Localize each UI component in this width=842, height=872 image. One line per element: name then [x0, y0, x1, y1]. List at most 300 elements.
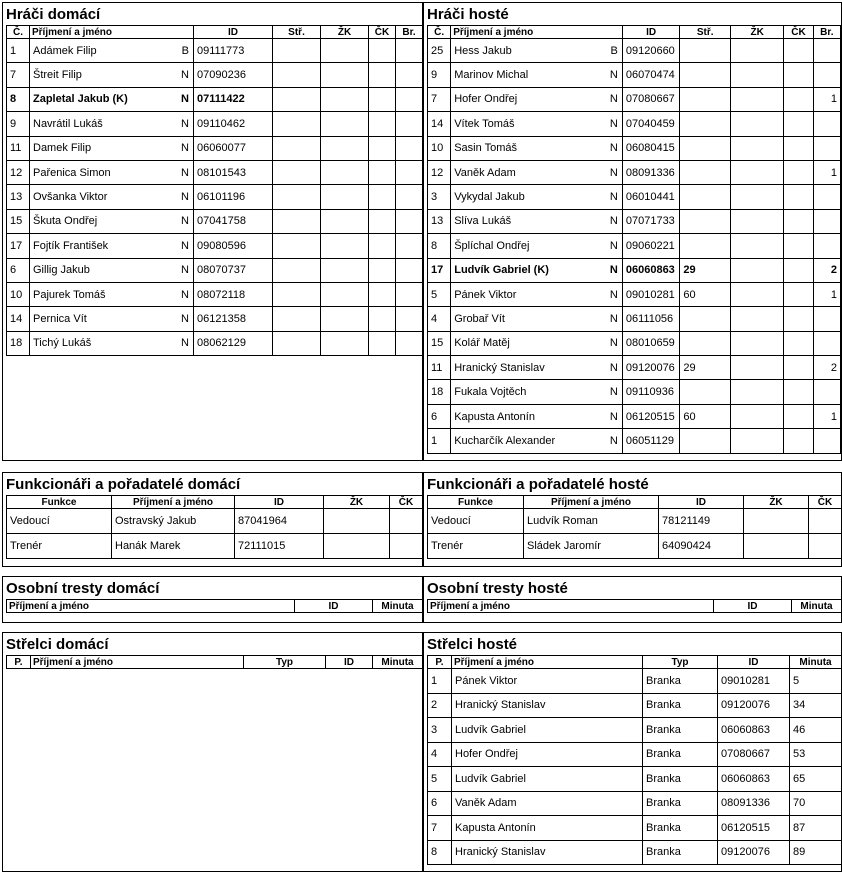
player-id: 07040459: [622, 112, 680, 136]
player-red-card: [784, 87, 813, 111]
player-number: 1: [7, 39, 30, 63]
player-goals: 60: [680, 404, 730, 428]
scorer-type: Branka: [643, 669, 718, 694]
player-red-card: [784, 282, 813, 306]
official-row: [428, 509, 842, 534]
col-id: ID: [194, 26, 273, 39]
player-number: 12: [7, 160, 30, 184]
player-goals: [680, 307, 730, 331]
player-position: N: [605, 209, 622, 233]
official-yellow-card: [324, 509, 390, 534]
player-row: [428, 380, 841, 404]
col-gk: Br.: [396, 26, 423, 39]
player-row: [428, 63, 841, 87]
player-yellow-card: [730, 331, 784, 355]
player-goals: 29: [680, 258, 730, 282]
away-penalties-header-row: [428, 600, 842, 613]
player-red-card: [784, 112, 813, 136]
player-position: N: [177, 112, 194, 136]
scorer-row: [428, 840, 842, 865]
col-function: Funkce: [428, 496, 524, 509]
official-name: Hanák Marek: [112, 534, 235, 559]
player-position: N: [177, 234, 194, 258]
away-penalties-panel: [423, 576, 842, 623]
col-id: ID: [622, 26, 680, 39]
player-id: 06070474: [622, 63, 680, 87]
player-position: N: [605, 331, 622, 355]
player-row: [7, 63, 423, 87]
player-yellow-card: [321, 185, 369, 209]
player-position: N: [177, 331, 194, 355]
player-id: 06010441: [622, 185, 680, 209]
scorer-name: Kapusta Antonín: [452, 816, 643, 841]
away-officials-table: [427, 495, 842, 559]
col-red: ČK: [369, 26, 396, 39]
player-goals: [273, 112, 321, 136]
player-goals: [680, 234, 730, 258]
player-name: Kolář Matěj: [451, 331, 605, 355]
official-red-card: [809, 509, 842, 534]
player-position: N: [605, 356, 622, 380]
scorer-order: 5: [428, 767, 452, 792]
player-gk-goals: [813, 307, 840, 331]
player-number: 1: [428, 429, 451, 453]
player-id: 06060863: [622, 258, 680, 282]
player-row: [428, 39, 841, 63]
player-number: 15: [7, 209, 30, 233]
player-id: 06051129: [622, 429, 680, 453]
scorer-type: Branka: [643, 742, 718, 767]
away-scorers-panel: [423, 632, 842, 872]
player-gk-goals: [813, 39, 840, 63]
col-red: ČK: [784, 26, 813, 39]
col-id: ID: [295, 600, 373, 613]
official-row: [428, 534, 842, 559]
home-penalties-panel: [2, 576, 423, 623]
official-name: Ostravský Jakub: [112, 509, 235, 534]
home-officials-table: [6, 495, 423, 559]
home-penalties-table: [6, 599, 423, 613]
home-officials-header-row: [7, 496, 423, 509]
player-position: N: [177, 160, 194, 184]
col-red: ČK: [390, 496, 423, 509]
player-name: Zapletal Jakub (K): [30, 87, 177, 111]
player-yellow-card: [730, 258, 784, 282]
col-name: Příjmení a jméno: [31, 656, 244, 669]
player-row: [428, 356, 841, 380]
player-name: Marinov Michal: [451, 63, 605, 87]
player-number: 12: [428, 160, 451, 184]
col-id: ID: [326, 656, 373, 669]
player-gk-goals: [396, 63, 423, 87]
scorer-minute: 87: [790, 816, 842, 841]
player-gk-goals: [396, 331, 423, 355]
player-goals: [680, 136, 730, 160]
home-players-body: [7, 39, 423, 356]
col-minute: Minuta: [373, 656, 423, 669]
home-officials-panel: [2, 472, 423, 567]
player-number: 15: [428, 331, 451, 355]
away-players-panel: [423, 2, 842, 461]
scorer-id: 08091336: [718, 791, 790, 816]
player-row: [428, 282, 841, 306]
player-goals: [680, 185, 730, 209]
player-id: 06080415: [622, 136, 680, 160]
player-number: 9: [7, 112, 30, 136]
col-name: Příjmení a jméno: [112, 496, 235, 509]
player-number: 9: [428, 63, 451, 87]
player-name: Slíva Lukáš: [451, 209, 605, 233]
col-gk: Br.: [813, 26, 840, 39]
col-name: Příjmení a jméno: [30, 26, 194, 39]
player-name: Kapusta Antonín: [451, 404, 605, 428]
official-red-card: [390, 534, 423, 559]
player-position: N: [177, 87, 194, 111]
away-scorers-header-row: [428, 656, 842, 669]
player-goals: [273, 136, 321, 160]
player-row: [7, 209, 423, 233]
player-name: Hranický Stanislav: [451, 356, 605, 380]
player-gk-goals: [813, 63, 840, 87]
player-row: [428, 331, 841, 355]
official-function: Vedoucí: [428, 509, 524, 534]
player-id: 09110936: [622, 380, 680, 404]
player-name: Vykydal Jakub: [451, 185, 605, 209]
player-id: 09120076: [622, 356, 680, 380]
player-red-card: [369, 63, 396, 87]
player-row: [428, 307, 841, 331]
away-penalties-table: [427, 599, 842, 613]
player-goals: [273, 160, 321, 184]
scorer-name: Ludvík Gabriel: [452, 718, 643, 743]
player-name: Pánek Viktor: [451, 282, 605, 306]
player-number: 7: [7, 63, 30, 87]
player-yellow-card: [730, 282, 784, 306]
player-name: Ludvík Gabriel (K): [451, 258, 605, 282]
scorer-name: Vaněk Adam: [452, 791, 643, 816]
player-red-card: [369, 209, 396, 233]
home-scorers-panel: [2, 632, 423, 872]
player-gk-goals: [396, 136, 423, 160]
player-position: N: [605, 87, 622, 111]
away-scorers-title: Střelci hosté: [427, 636, 518, 653]
player-yellow-card: [321, 331, 369, 355]
player-position: N: [177, 63, 194, 87]
scorer-name: Hranický Stanislav: [452, 840, 643, 865]
player-yellow-card: [730, 112, 784, 136]
player-position: N: [605, 136, 622, 160]
player-position: B: [605, 39, 622, 63]
player-position: N: [605, 282, 622, 306]
official-row: [7, 509, 423, 534]
player-yellow-card: [730, 209, 784, 233]
player-name: Pařenica Simon: [30, 160, 177, 184]
scorer-row: [428, 669, 842, 694]
col-id: ID: [235, 496, 324, 509]
player-position: N: [605, 429, 622, 453]
player-position: N: [177, 136, 194, 160]
player-position: N: [605, 258, 622, 282]
scorer-row: [428, 742, 842, 767]
col-function: Funkce: [7, 496, 112, 509]
home-scorers-header-row: [7, 656, 423, 669]
scorer-row: [428, 791, 842, 816]
player-goals: [273, 282, 321, 306]
player-goals: [273, 331, 321, 355]
player-name: Štreit Filip: [30, 63, 177, 87]
player-yellow-card: [730, 356, 784, 380]
player-gk-goals: [396, 185, 423, 209]
home-players-panel: [2, 2, 423, 461]
player-position: N: [605, 380, 622, 404]
player-number: 4: [428, 307, 451, 331]
player-name: Kucharčík Alexander: [451, 429, 605, 453]
scorer-minute: 5: [790, 669, 842, 694]
player-red-card: [369, 112, 396, 136]
player-yellow-card: [730, 185, 784, 209]
col-goals: Stř.: [680, 26, 730, 39]
player-red-card: [784, 307, 813, 331]
scorer-row: [428, 767, 842, 792]
player-number: 17: [428, 258, 451, 282]
player-red-card: [369, 39, 396, 63]
scorer-order: 4: [428, 742, 452, 767]
player-red-card: [369, 258, 396, 282]
col-minute: Minuta: [792, 600, 842, 613]
scorer-minute: 70: [790, 791, 842, 816]
player-number: 3: [428, 185, 451, 209]
col-type: Typ: [244, 656, 326, 669]
player-row: [7, 160, 423, 184]
official-name: Ludvík Roman: [524, 509, 659, 534]
scorer-order: 3: [428, 718, 452, 743]
col-type: Typ: [643, 656, 718, 669]
home-penalties-title: Osobní tresty domácí: [6, 580, 160, 597]
player-goals: 60: [680, 282, 730, 306]
col-p: P.: [7, 656, 31, 669]
player-red-card: [784, 63, 813, 87]
player-yellow-card: [730, 307, 784, 331]
scorer-id: 09120076: [718, 693, 790, 718]
player-row: [428, 429, 841, 453]
away-officials-body: [428, 509, 842, 559]
player-number: 17: [7, 234, 30, 258]
player-goals: [273, 87, 321, 111]
player-red-card: [369, 331, 396, 355]
player-row: [428, 404, 841, 428]
col-yellow: ŽK: [730, 26, 784, 39]
player-id: 08070737: [194, 258, 273, 282]
player-red-card: [369, 87, 396, 111]
player-position: N: [605, 234, 622, 258]
player-yellow-card: [321, 209, 369, 233]
player-number: 18: [7, 331, 30, 355]
scorer-id: 06060863: [718, 767, 790, 792]
scorer-name: Hranický Stanislav: [452, 693, 643, 718]
player-yellow-card: [321, 87, 369, 111]
scorer-id: 07080667: [718, 742, 790, 767]
player-gk-goals: [813, 185, 840, 209]
col-id: ID: [714, 600, 792, 613]
player-number: 5: [428, 282, 451, 306]
player-gk-goals: 2: [813, 356, 840, 380]
col-name: Příjmení a jméno: [451, 26, 623, 39]
player-name: Adámek Filip: [30, 39, 177, 63]
player-name: Vaněk Adam: [451, 160, 605, 184]
away-players-title: Hráči hosté: [427, 6, 509, 23]
player-goals: [680, 112, 730, 136]
player-goals: [680, 39, 730, 63]
player-number: 13: [7, 185, 30, 209]
official-id: 64090424: [659, 534, 744, 559]
player-position: N: [605, 185, 622, 209]
official-name: Sládek Jaromír: [524, 534, 659, 559]
player-row: [7, 282, 423, 306]
col-red: ČK: [809, 496, 842, 509]
player-red-card: [784, 356, 813, 380]
home-officials-body: [7, 509, 423, 559]
player-red-card: [369, 234, 396, 258]
home-scorers-table: [6, 655, 423, 669]
official-id: 78121149: [659, 509, 744, 534]
player-name: Šplíchal Ondřej: [451, 234, 605, 258]
player-id: 06101196: [194, 185, 273, 209]
player-red-card: [369, 160, 396, 184]
player-position: N: [177, 258, 194, 282]
col-goals: Stř.: [273, 26, 321, 39]
player-name: Vítek Tomáš: [451, 112, 605, 136]
player-gk-goals: 1: [813, 87, 840, 111]
away-officials-header-row: [428, 496, 842, 509]
player-number: 14: [7, 307, 30, 331]
away-players-body: [428, 39, 841, 454]
official-red-card: [809, 534, 842, 559]
player-goals: [680, 160, 730, 184]
player-id: 08062129: [194, 331, 273, 355]
player-row: [428, 234, 841, 258]
player-position: B: [177, 39, 194, 63]
player-goals: [680, 87, 730, 111]
col-num: Č.: [7, 26, 30, 39]
player-id: 09110462: [194, 112, 273, 136]
scorer-name: Hofer Ondřej: [452, 742, 643, 767]
col-num: Č.: [428, 26, 451, 39]
away-officials-title: Funkcionáři a pořadatelé hosté: [427, 476, 649, 493]
player-row: [428, 160, 841, 184]
player-red-card: [369, 307, 396, 331]
player-number: 11: [7, 136, 30, 160]
scorer-minute: 53: [790, 742, 842, 767]
player-goals: [273, 209, 321, 233]
player-goals: [273, 185, 321, 209]
player-gk-goals: [396, 209, 423, 233]
scorer-id: 06060863: [718, 718, 790, 743]
player-name: Gillig Jakub: [30, 258, 177, 282]
player-name: Grobař Vít: [451, 307, 605, 331]
player-gk-goals: [813, 112, 840, 136]
col-yellow: ŽK: [321, 26, 369, 39]
player-goals: [273, 258, 321, 282]
player-name: Fojtík František: [30, 234, 177, 258]
col-name: Příjmení a jméno: [452, 656, 643, 669]
col-id: ID: [718, 656, 790, 669]
scorer-order: 1: [428, 669, 452, 694]
player-number: 25: [428, 39, 451, 63]
player-goals: 29: [680, 356, 730, 380]
player-yellow-card: [321, 160, 369, 184]
player-row: [7, 136, 423, 160]
player-number: 11: [428, 356, 451, 380]
scorer-minute: 89: [790, 840, 842, 865]
col-p: P.: [428, 656, 452, 669]
player-gk-goals: [813, 380, 840, 404]
player-position: N: [605, 63, 622, 87]
player-yellow-card: [730, 234, 784, 258]
player-number: 13: [428, 209, 451, 233]
player-yellow-card: [730, 63, 784, 87]
scorer-type: Branka: [643, 791, 718, 816]
player-gk-goals: [396, 282, 423, 306]
away-players-header-row: [428, 26, 841, 39]
player-yellow-card: [730, 87, 784, 111]
player-red-card: [369, 185, 396, 209]
col-yellow: ŽK: [744, 496, 809, 509]
player-number: 10: [428, 136, 451, 160]
player-goals: [680, 63, 730, 87]
scorer-type: Branka: [643, 816, 718, 841]
official-id: 87041964: [235, 509, 324, 534]
scorer-minute: 46: [790, 718, 842, 743]
player-name: Hofer Ondřej: [451, 87, 605, 111]
player-id: 08091336: [622, 160, 680, 184]
col-minute: Minuta: [790, 656, 842, 669]
player-name: Pajurek Tomáš: [30, 282, 177, 306]
player-id: 06120515: [622, 404, 680, 428]
player-yellow-card: [321, 307, 369, 331]
scorer-id: 09120076: [718, 840, 790, 865]
player-name: Hess Jakub: [451, 39, 605, 63]
player-red-card: [369, 136, 396, 160]
player-id: 06121358: [194, 307, 273, 331]
player-row: [428, 87, 841, 111]
player-row: [7, 39, 423, 63]
player-red-card: [784, 331, 813, 355]
player-yellow-card: [321, 234, 369, 258]
home-penalties-header-row: [7, 600, 423, 613]
player-gk-goals: [813, 209, 840, 233]
player-id: 09080596: [194, 234, 273, 258]
scorer-minute: 65: [790, 767, 842, 792]
scorer-order: 7: [428, 816, 452, 841]
player-position: N: [177, 209, 194, 233]
player-gk-goals: [396, 258, 423, 282]
player-yellow-card: [730, 380, 784, 404]
official-yellow-card: [324, 534, 390, 559]
player-gk-goals: [813, 234, 840, 258]
player-yellow-card: [321, 136, 369, 160]
player-number: 18: [428, 380, 451, 404]
player-red-card: [784, 136, 813, 160]
player-id: 08101543: [194, 160, 273, 184]
player-row: [7, 307, 423, 331]
home-scorers-title: Střelci domácí: [6, 636, 109, 653]
player-goals: [273, 307, 321, 331]
scorer-id: 09010281: [718, 669, 790, 694]
scorer-order: 6: [428, 791, 452, 816]
player-gk-goals: [396, 39, 423, 63]
player-goals: [680, 380, 730, 404]
player-name: Pernica Vít: [30, 307, 177, 331]
